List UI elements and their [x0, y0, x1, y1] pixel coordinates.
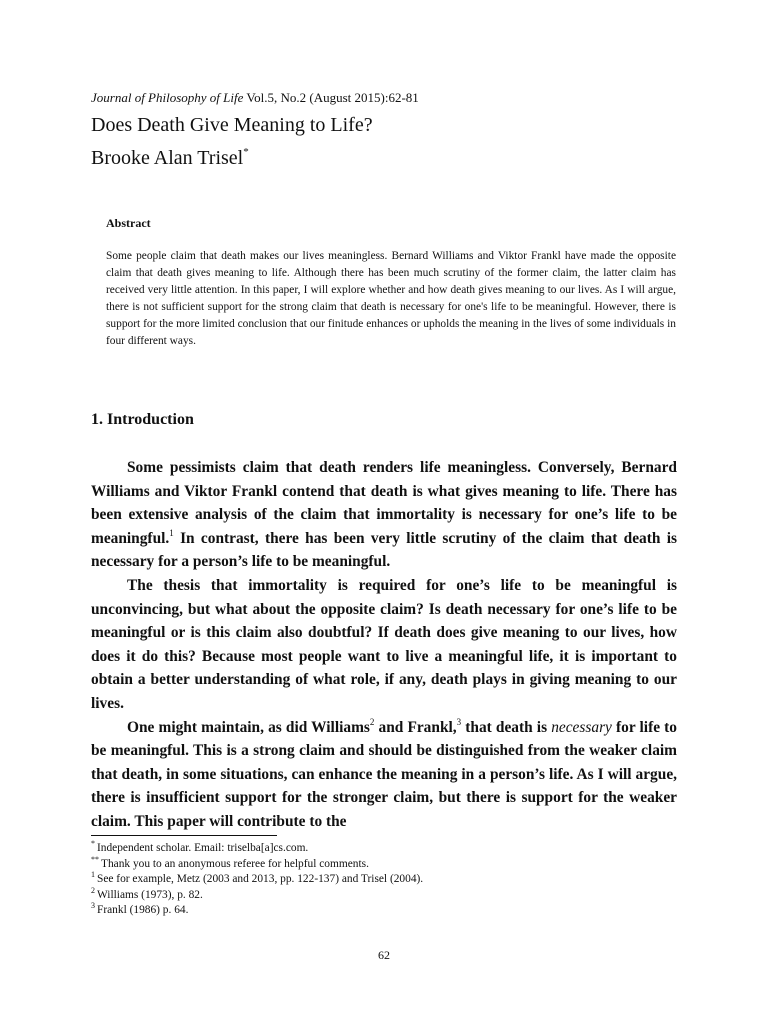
footnote-item — [91, 903, 677, 919]
paragraph-3-text-d: for life to be meaningful. This is a strong claim and should be distinguished from the weaker claim that death, in some situations, can enhance the meaning in a person’s life. As I will argue, there is insufficient support for the stronger claim, but there is support for the weaker claim. This paper will contribute to the — [91, 718, 677, 830]
body-text — [91, 456, 677, 834]
journal-citation — [91, 90, 419, 106]
paragraph-3-text-a: One might maintain, as did Williams — [127, 718, 370, 736]
article-author — [91, 145, 249, 171]
abstract-heading: Abstract — [106, 216, 151, 230]
paragraph-3 — [91, 716, 677, 834]
paragraph-1-text-b: In contrast, there has been very little scrutiny of the claim that death is necessary for a person’s life to be meaningful. — [91, 529, 677, 571]
article-title: Does Death Give Meaning to Life? — [91, 114, 373, 136]
paragraph-3-text-b: and Frankl, — [374, 718, 457, 736]
paragraph-3-text-c: that death is — [461, 718, 552, 736]
author-footnote-mark: * — [243, 146, 249, 158]
journal-name: Journal of Philosophy of Life — [91, 90, 244, 105]
footnote-text: Independent scholar. Email: triselba[a]cs.com. — [97, 842, 309, 854]
section-heading: 1. Introduction — [91, 411, 194, 428]
footnote-item — [91, 885, 677, 904]
footnote-mark: ** — [91, 854, 99, 864]
footnote-text: See for example, Metz (2003 and 2013, pp. 122-137) and Trisel (2004). — [97, 873, 424, 886]
footnote-text: Frankl (1986) p. 64. — [97, 904, 189, 917]
journal-details: Vol.5, No.2 (August 2015):62-81 — [243, 90, 419, 105]
footnote-item — [91, 854, 677, 873]
footnote-mark: 3 — [91, 901, 95, 911]
footnote-item — [91, 872, 677, 888]
footnote-mark: * — [91, 839, 95, 848]
footnote-mark: 1 — [91, 870, 95, 880]
paragraph-1 — [91, 456, 677, 574]
page-number: 62 — [378, 948, 390, 962]
author-name: Brooke Alan Trisel — [91, 147, 244, 169]
footnote-ref-1[interactable]: 1 — [169, 527, 174, 538]
emphasis-necessary: necessary — [551, 718, 612, 736]
paragraph-1-text-a: Some pessimists claim that death renders life meaningless. Conversely, Bernard Williams and Viktor Frankl contend that death is what gives meaning to life. There has been extensive analysis of the claim that immortality is necessary for one’s life to be meaningful. — [91, 459, 677, 547]
footnote-divider — [91, 835, 277, 836]
footnote-mark: 2 — [91, 885, 95, 895]
footnote-ref-2[interactable]: 2 — [369, 716, 375, 727]
footnote-text: Thank you to an anonymous referee for helpful comments. — [101, 857, 369, 870]
footnotes — [91, 841, 677, 919]
footnote-ref-3[interactable]: 3 — [456, 716, 462, 727]
footnote-text: Williams (1973), p. 82. — [97, 888, 203, 901]
paragraph-2: The thesis that immortality is required for one’s life to be meaningful is unconvincing, but what about the opposite claim? Is death necessary for one’s life to be meaningful or is this claim also doubtful? If death does give meaning to our lives, how does it do this? Because most people want to live a meaningful life, it is important to obtain a better understanding of what role, if any, death plays in giving meaning to our lives. — [91, 576, 677, 712]
abstract-text: Some people claim that death makes our lives meaningless. Bernard Williams and Viktor Frankl have made the opposite claim that death gives meaning to life. Although there has been much scrutiny of the former claim, the latter claim has received very little attention. In this paper, I will explore whether and how death gives meaning to our lives. As I will argue, there is not sufficient support for the strong claim that death is necessary for one's life to be meaningful. However, there is support for the more limited conclusion that our finitude enhances or upholds the meaning in the lives of some individuals in four different ways. — [106, 250, 676, 347]
footnote-item — [91, 841, 677, 857]
